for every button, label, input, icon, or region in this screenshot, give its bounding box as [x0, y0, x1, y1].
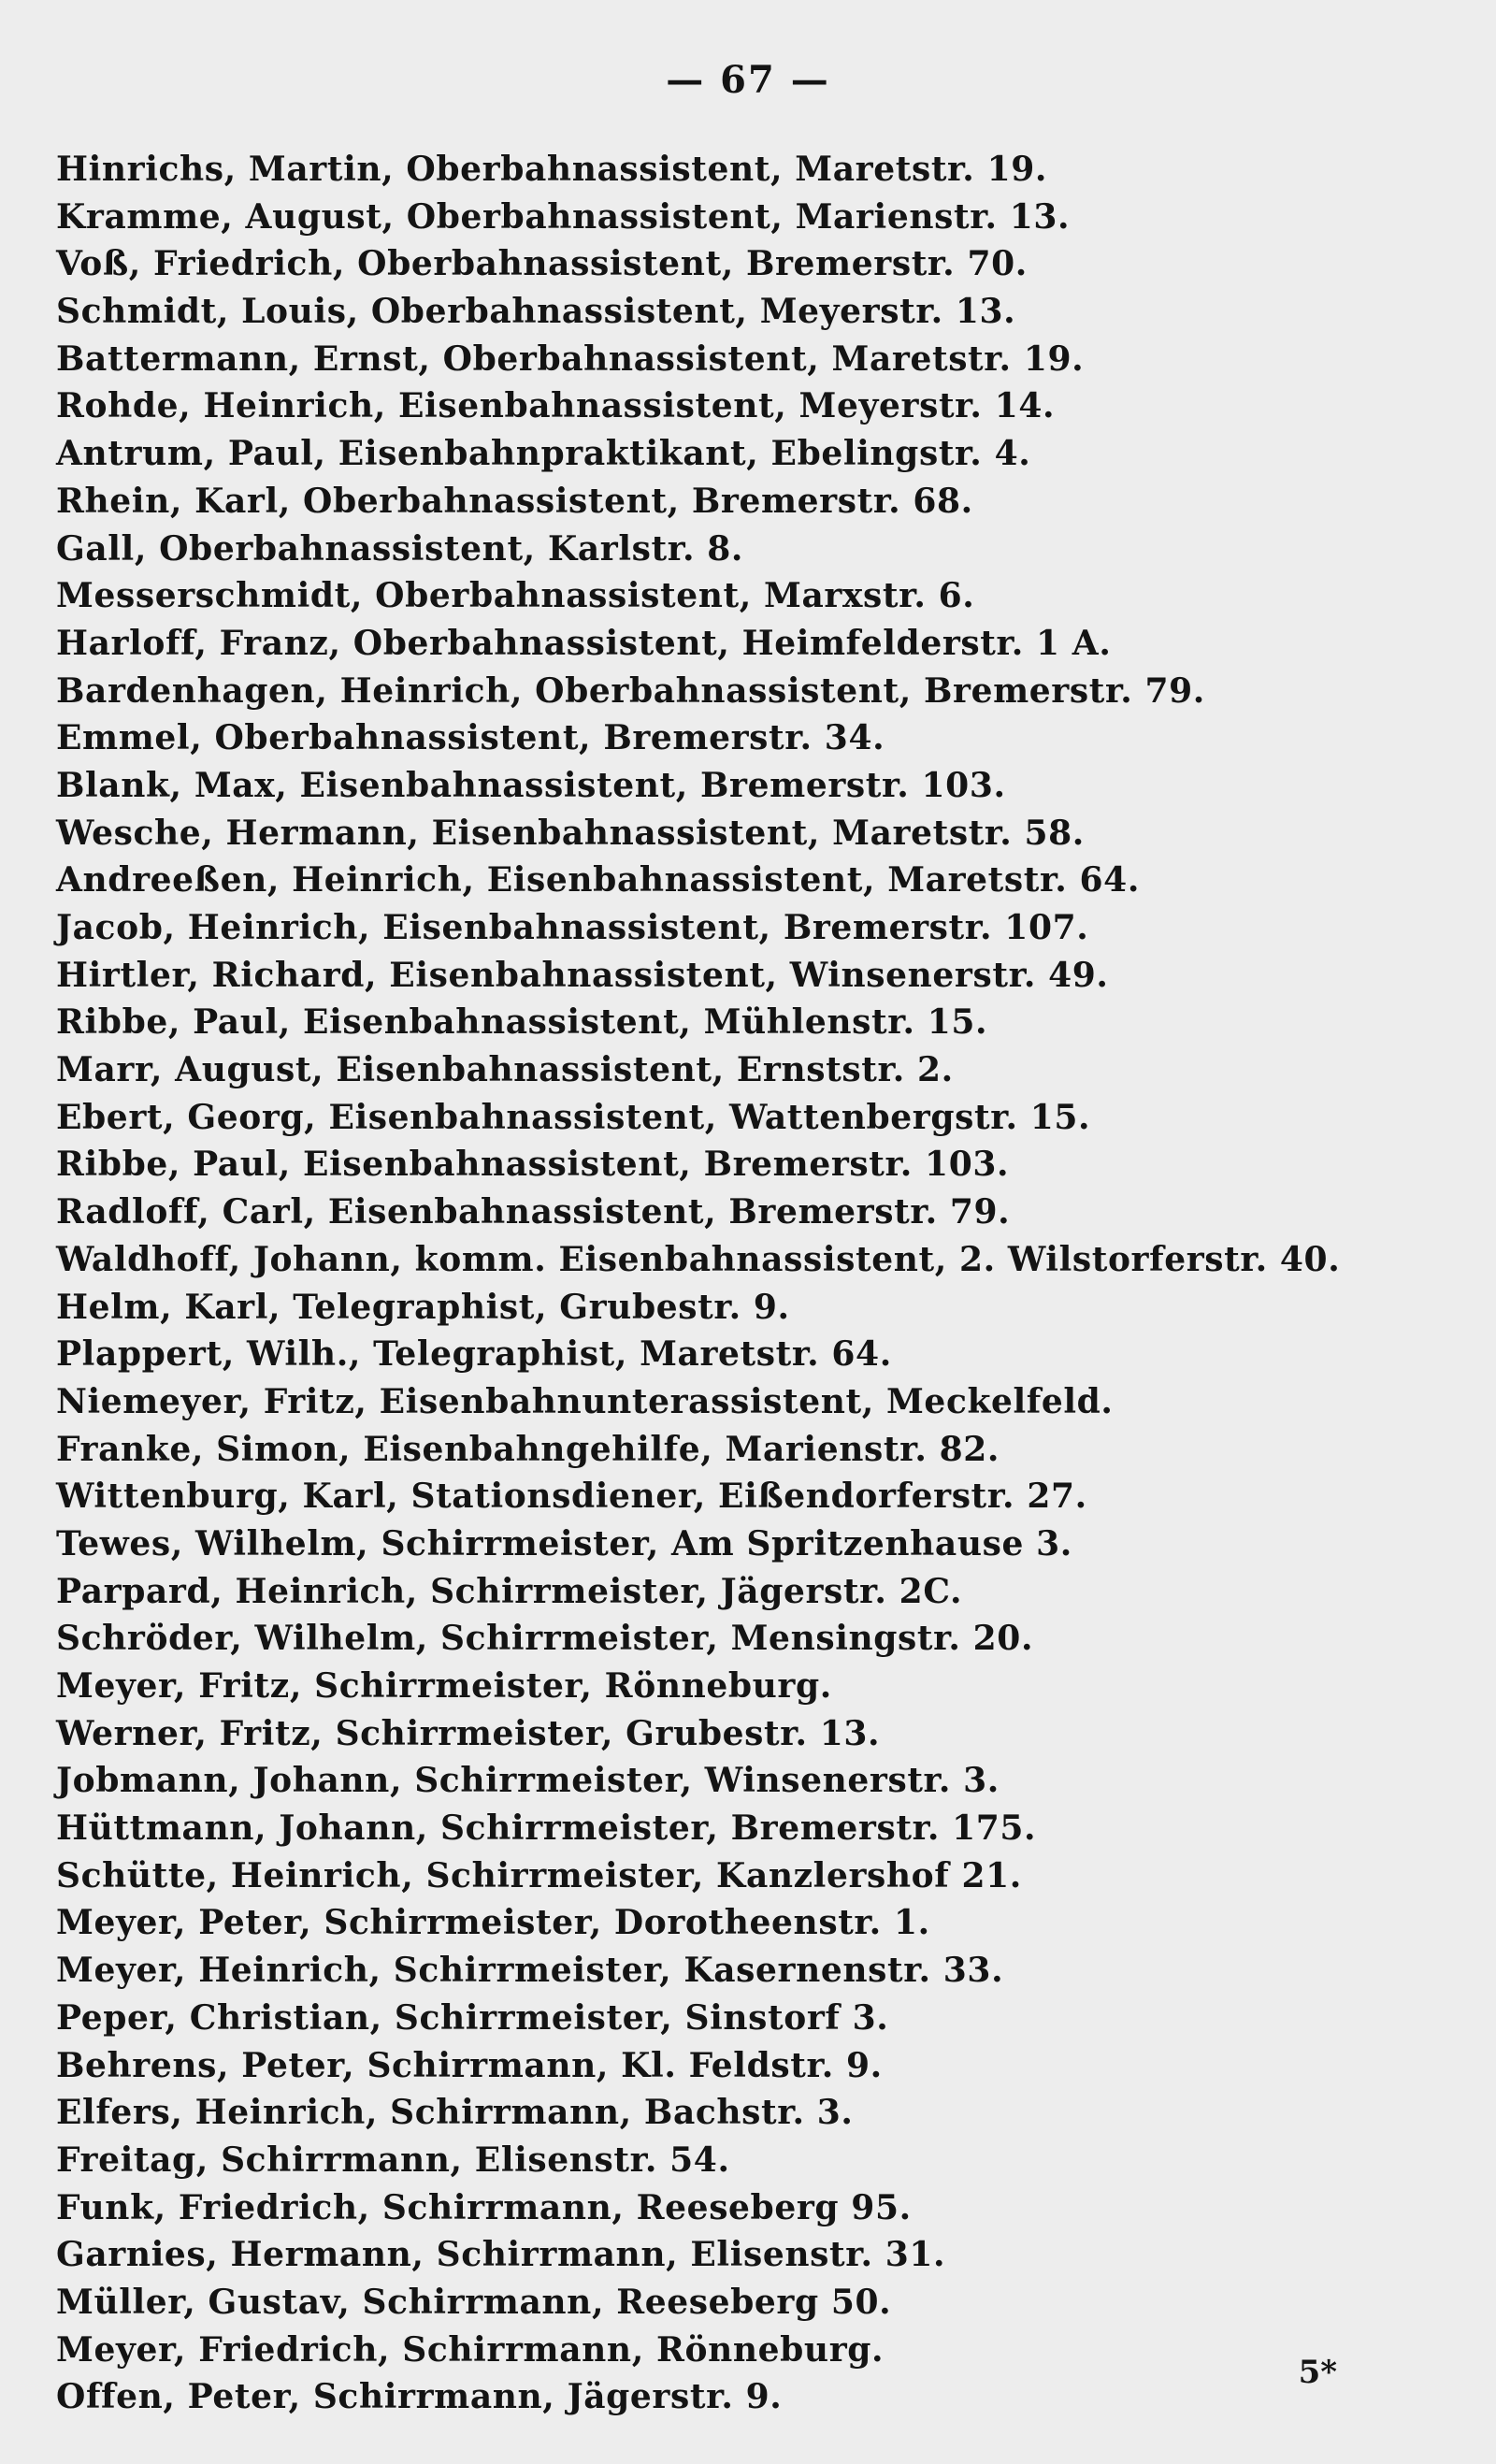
directory-entry: Blank, Max, Eisenbahnassistent, Bremerstr. 103. — [56, 765, 1006, 805]
directory-entry: Radloff, Carl, Eisenbahnassistent, Bremerstr. 79. — [56, 1192, 1011, 1232]
directory-entry: Wesche, Hermann, Eisenbahnassistent, Maretstr. 58. — [56, 813, 1085, 853]
directory-entry: Bardenhagen, Heinrich, Oberbahnassistent, Bremerstr. 79. — [56, 670, 1205, 711]
directory-entry: Meyer, Fritz, Schirrmeister, Rönneburg. — [56, 1666, 832, 1706]
directory-entry: Freitag, Schirrmann, Elisenstr. 54. — [56, 2140, 730, 2180]
directory-entry: Niemeyer, Fritz, Eisenbahnunterassistent, Meckelfeld. — [56, 1381, 1114, 1421]
directory-entry: Müller, Gustav, Schirrmann, Reeseberg 50. — [56, 2282, 892, 2322]
directory-entry: Ebert, Georg, Eisenbahnassistent, Wattenbergstr. 15. — [56, 1097, 1091, 1137]
directory-entry: Messerschmidt, Oberbahnassistent, Marxstr. 6. — [56, 576, 975, 616]
directory-entry: Hinrichs, Martin, Oberbahnassistent, Maretstr. 19. — [56, 150, 1048, 189]
directory-entry: Hüttmann, Johann, Schirrmeister, Bremerstr. 175. — [56, 1808, 1037, 1849]
directory-entry: Rhein, Karl, Oberbahnassistent, Bremerstr. 68. — [56, 481, 973, 521]
directory-entry: Garnies, Hermann, Schirrmann, Elisenstr. 31. — [56, 2235, 946, 2275]
directory-entry: Meyer, Friedrich, Schirrmann, Rönneburg. — [56, 2329, 885, 2370]
directory-entry: Marr, August, Eisenbahnassistent, Ernststr. 2. — [56, 1050, 954, 1090]
directory-entry: Voß, Friedrich, Oberbahnassistent, Bremerstr. 70. — [56, 244, 1028, 284]
directory-entry: Emmel, Oberbahnassistent, Bremerstr. 34. — [56, 718, 885, 758]
directory-entry: Schütte, Heinrich, Schirrmeister, Kanzlershof 21. — [56, 1855, 1022, 1895]
directory-entry: Kramme, August, Oberbahnassistent, Marienstr. 13. — [56, 196, 1071, 237]
printer-signature-mark: 5* — [1298, 2354, 1337, 2391]
directory-entry: Ribbe, Paul, Eisenbahnassistent, Mühlenstr. 15. — [56, 1002, 988, 1043]
directory-entry: Parpard, Heinrich, Schirrmeister, Jägerstr. 2C. — [56, 1571, 963, 1611]
directory-entry: Schröder, Wilhelm, Schirrmeister, Mensingstr. 20. — [56, 1619, 1034, 1659]
directory-entry: Helm, Karl, Telegraphist, Grubestr. 9. — [56, 1287, 790, 1327]
directory-entry: Behrens, Peter, Schirrmann, Kl. Feldstr. 9. — [56, 2045, 883, 2085]
directory-entry: Ribbe, Paul, Eisenbahnassistent, Bremerstr. 103. — [56, 1145, 1010, 1185]
directory-entry: Gall, Oberbahnassistent, Karlstr. 8. — [56, 528, 744, 569]
directory-entry: Jacob, Heinrich, Eisenbahnassistent, Bremerstr. 107. — [56, 908, 1089, 947]
directory-entry: Battermann, Ernst, Oberbahnassistent, Maretstr. 19. — [56, 339, 1085, 379]
directory-entry: Werner, Fritz, Schirrmeister, Grubestr. 13. — [56, 1713, 881, 1753]
directory-entry: Antrum, Paul, Eisenbahnpraktikant, Ebelingstr. 4. — [56, 434, 1031, 474]
directory-entry: Waldhoff, Johann, komm. Eisenbahnassistent, 2. Wilstorferstr. 40. — [56, 1239, 1341, 1279]
directory-entry: Meyer, Peter, Schirrmeister, Dorotheenstr. 1. — [56, 1903, 930, 1943]
directory-entry: Rohde, Heinrich, Eisenbahnassistent, Meyerstr. 14. — [56, 386, 1056, 426]
directory-entry: Meyer, Heinrich, Schirrmeister, Kasernenstr. 33. — [56, 1951, 1004, 1991]
directory-entry: Wittenburg, Karl, Stationsdiener, Eißendorferstr. 27. — [56, 1477, 1087, 1517]
page-number: — 67 — — [666, 58, 830, 102]
directory-entry: Andreeßen, Heinrich, Eisenbahnassistent, Maretstr. 64. — [56, 860, 1140, 901]
directory-entry: Franke, Simon, Eisenbahngehilfe, Marienstr. 82. — [56, 1429, 1000, 1469]
directory-entry: Harloff, Franz, Oberbahnassistent, Heimfelderstr. 1 A. — [56, 623, 1112, 663]
directory-entry: Tewes, Wilhelm, Schirrmeister, Am Spritzenhause 3. — [56, 1523, 1072, 1563]
directory-entry: Hirtler, Richard, Eisenbahnassistent, Winsenerstr. 49. — [56, 955, 1109, 995]
directory-entry: Jobmann, Johann, Schirrmeister, Winsenerstr. 3. — [56, 1761, 1000, 1801]
directory-entry: Schmidt, Louis, Oberbahnassistent, Meyerstr. 13. — [56, 292, 1016, 332]
directory-entry: Offen, Peter, Schirrmann, Jägerstr. 9. — [56, 2377, 783, 2417]
directory-entry: Plappert, Wilh., Telegraphist, Maretstr. 64. — [56, 1334, 892, 1375]
directory-entry-list — [56, 146, 1459, 2421]
directory-entry: Elfers, Heinrich, Schirrmann, Bachstr. 3. — [56, 2093, 854, 2133]
directory-entry: Peper, Christian, Schirrmeister, Sinstorf 3. — [56, 1997, 889, 2038]
directory-entry: Funk, Friedrich, Schirrmann, Reeseberg 95. — [56, 2187, 912, 2227]
